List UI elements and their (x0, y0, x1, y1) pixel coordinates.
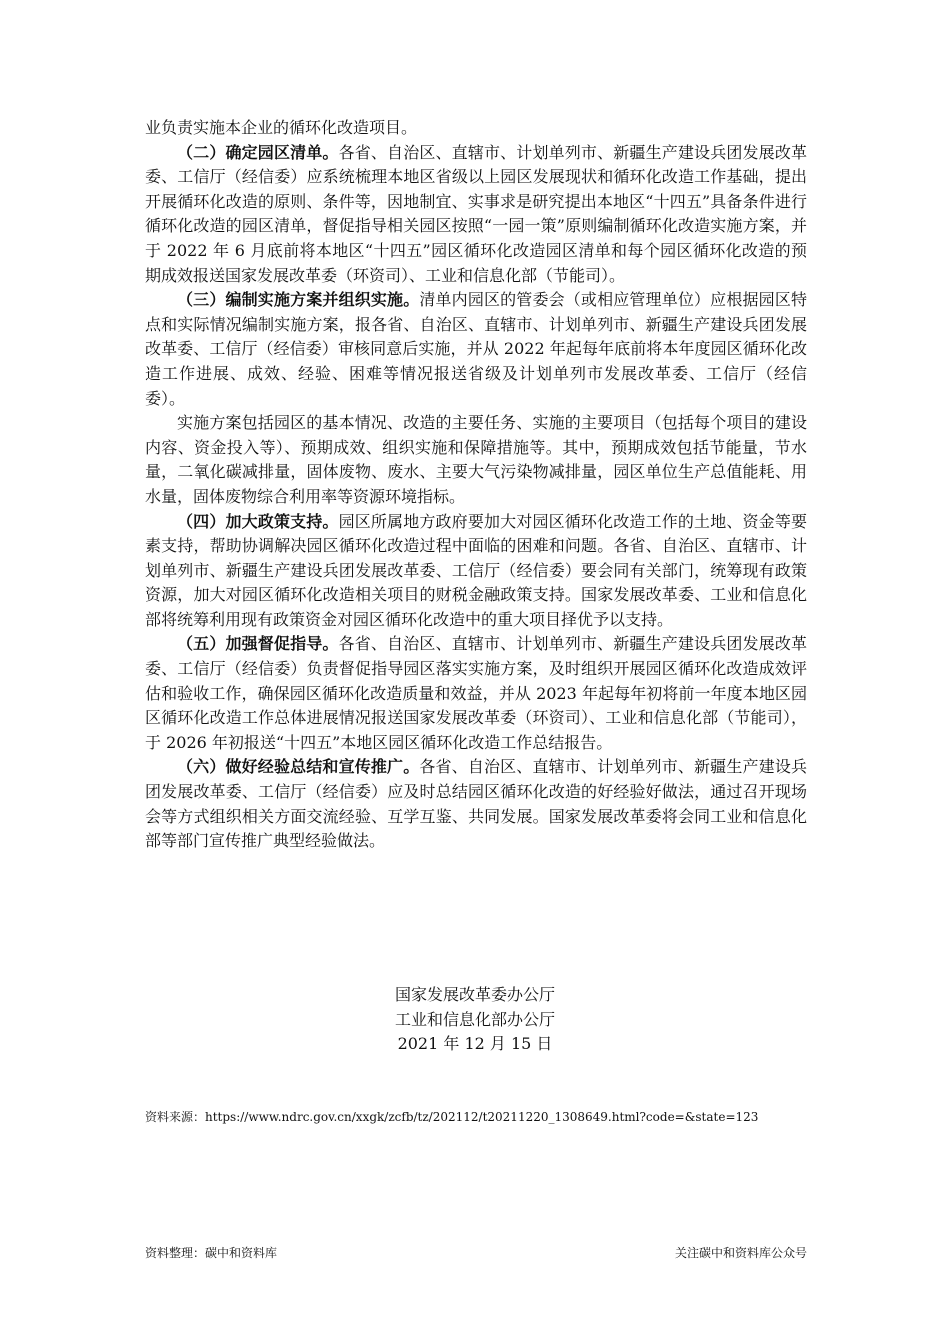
issue-date: 2021 年 12 月 15 日 (397, 1034, 553, 1054)
paragraph-experience-promotion (145, 755, 807, 853)
document-body (145, 116, 807, 854)
paragraph-text: 业负责实施本企业的循环化改造项目。 (145, 118, 418, 137)
footer-compiler: 资料整理：碳中和资料库 (145, 1246, 278, 1260)
paragraph-text: 各省、自治区、直辖市、计划单列市、新疆生产建设兵团发展改革委、工信厅（经信委）应及时总结园区循环化改造的好经验好做法，通过召开现场会等方式组织相关方面交流经验、互学互鉴、共同发展。国家发展改革委将会同工业和信息化部等部门宣传推广典型经验做法。 (145, 757, 807, 851)
issuer-miit: 工业和信息化部办公厅 (394, 1009, 555, 1029)
paragraph-heading: （二）确定园区清单。 (177, 142, 339, 162)
paragraph-implementation-plan (145, 288, 807, 411)
paragraph-text: 实施方案包括园区的基本情况、改造的主要任务、实施的主要项目（包括每个项目的建设内容、资金投入等）、预期成效、组织实施和保障措施等。其中，预期成效包括节能量，节水量，二氧化碳减排量，固体废物、废水、主要大气污染物减排量，园区单位生产总值能耗、用水量，固体废物综合利用率等资源环境指标。 (145, 413, 807, 506)
paragraph-continuation (145, 116, 807, 141)
paragraph-text: 各省、自治区、直辖市、计划单列市、新疆生产建设兵团发展改革委、工信厅（经信委）应系统梳理本地区省级以上园区发展现状和循环化改造工作基础，提出开展循环化改造的原则、条件等，因地制宜、实事求是研究提出本地区“十四五”具备条件进行循环化改造的园区清单，督促指导相关园区按照“一园一策”原则编制循环化改造实施方案，并于 2022 年 6 月底前将本地区“十四五”园区循环化改造园区清单和每个园区循环化改造的预期成效报送国家发展改革委（环资司）、工业和信息化部（节能司）。 (145, 142, 807, 285)
paragraph-text: 园区所属地方政府要加大对园区循环化改造工作的土地、资金等要素支持，帮助协调解决园区循环化改造过程中面临的困难和问题。各省、自治区、直辖市、计划单列市、新疆生产建设兵团发展改革委、工信厅（经信委）要会同有关部门，统筹现有政策资源，加大对园区循环化改造相关项目的财税金融政策支持。国家发展改革委、工业和信息化部将统筹利用现有政策资金对园区循环化改造中的重大项目择优予以支持。 (145, 511, 807, 629)
source-note: 资料来源：https://www.ndrc.gov.cn/xxgk/zcfb/tz/202112/t20211220_1308649.html?code=&state=123 (145, 1110, 759, 1124)
paragraph-heading: （六）做好经验总结和宣传推广。 (177, 757, 420, 777)
paragraph-heading: （四）加大政策支持。 (177, 511, 339, 531)
paragraph-text: 各省、自治区、直辖市、计划单列市、新疆生产建设兵团发展改革委、工信厅（经信委）负责督促指导园区落实实施方案，及时组织开展园区循环化改造成效评估和验收工作，确保园区循环化改造质量和效益，并从 2023 年起每年初将前一年度本地区园区循环化改造工作总体进展情况报送国家发展改革委（环资司）、工业和信息化部（节能司），于 2026 年初报送“十四五”本地区园区循环化改造工作总结报告。 (145, 634, 807, 752)
paragraph-plan-contents (145, 411, 807, 509)
paragraph-policy-support (145, 510, 807, 633)
signature-block (0, 983, 950, 1057)
paragraph-confirm-park-list (145, 141, 807, 289)
issuer-ndrc: 国家发展改革委办公厅 (394, 985, 555, 1004)
paragraph-heading: （五）加强督促指导。 (177, 634, 339, 654)
paragraph-text: 清单内园区的管委会（或相应管理单位）应根据园区特点和实际情况编制实施方案，报各省、自治区、直辖市、计划单列市、新疆生产建设兵团发展改革委、工信厅（经信委）审核同意后实施，并从 2022 年起每年底前将本年度园区循环化改造工作进展、成效、经验、困难等情况报送省级及计划单列市发展改革委、工信厅（经信委）。 (145, 290, 807, 408)
footer-follow-note: 关注碳中和资料库公众号 (674, 1246, 807, 1260)
paragraph-heading: （三）编制实施方案并组织实施。 (177, 290, 420, 310)
paragraph-supervision (145, 632, 807, 755)
